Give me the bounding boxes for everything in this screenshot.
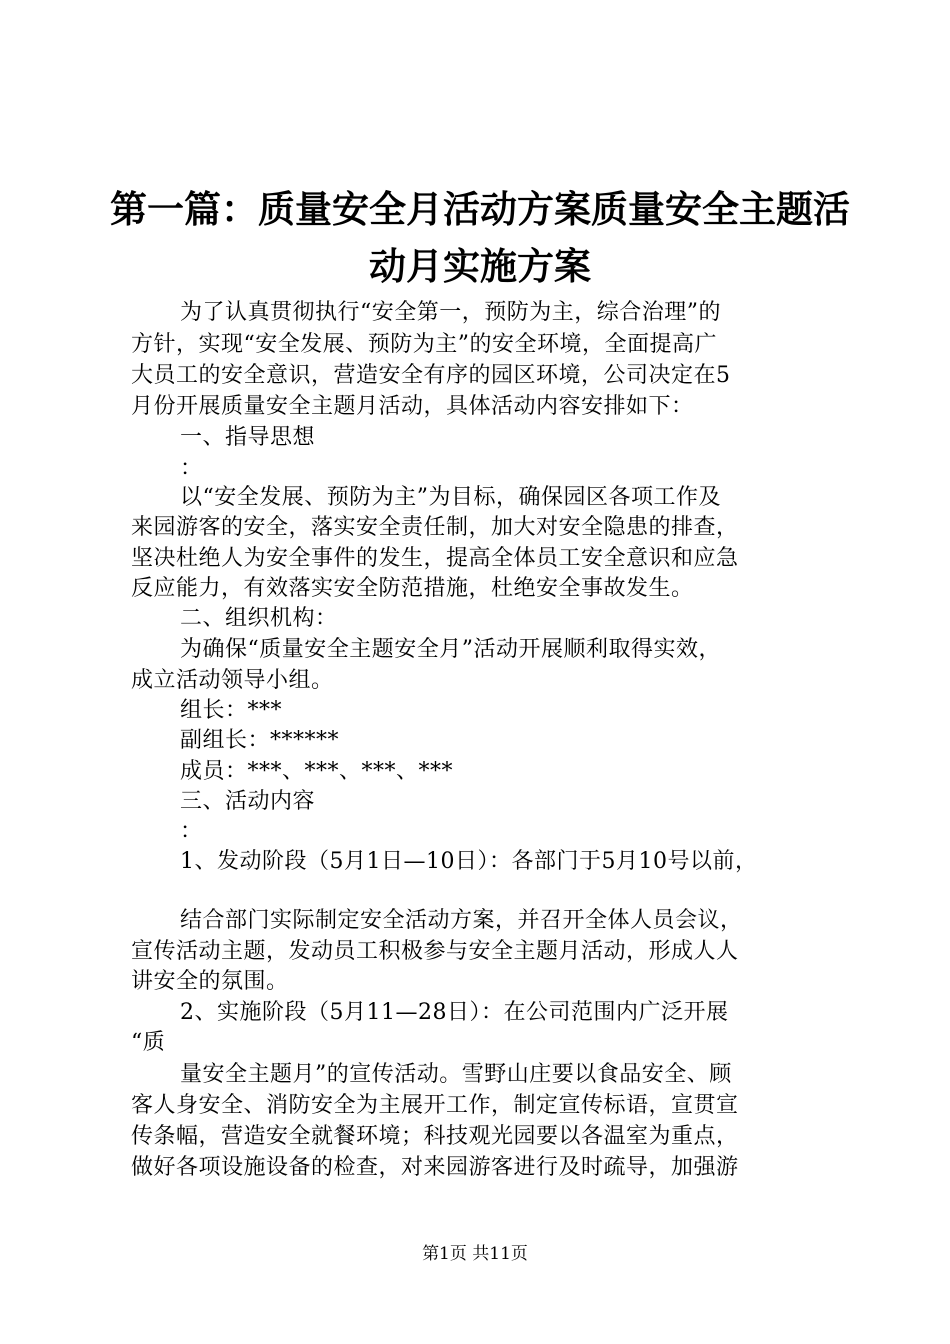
body-line: 副组长：****** <box>180 728 340 753</box>
body-line: 量安全主题月”的宣传活动。雪野山庄要以食品安全、顾 <box>180 1062 732 1087</box>
body-line: 做好各项设施设备的检查，对来园游客进行及时疏导，加强游 <box>131 1155 739 1180</box>
section-heading: 三、活动内容 <box>180 789 316 814</box>
body-line: 传条幅，营造安全就餐环境；科技观光园要以各温室为重点， <box>131 1124 739 1149</box>
body-line: ： <box>180 456 203 481</box>
section-heading: 二、组织机构： <box>180 606 338 631</box>
body-line: 为了认真贯彻执行“安全第一，预防为主，综合治理”的 <box>180 300 721 325</box>
body-line: 反应能力，有效落实安全防范措施，杜绝安全事故发生。 <box>131 576 694 601</box>
document-title-line-1: 第一篇：质量安全月活动方案质量安全主题活 <box>110 188 850 231</box>
body-line: 为确保“质量安全主题安全月”活动开展顺利取得实效， <box>180 637 721 662</box>
body-line: ： <box>180 819 203 844</box>
page-footer: 第1页 共11页 <box>422 1244 528 1264</box>
body-line: 大员工的安全意识，营造安全有序的园区环境，公司决定在5 <box>131 363 731 388</box>
body-line: 2、实施阶段（5月11—28日）：在公司范围内广泛开展 <box>180 1000 729 1025</box>
body-line: “质 <box>131 1030 166 1055</box>
body-line: 月份开展质量安全主题月活动，具体活动内容安排如下： <box>131 394 694 419</box>
body-line: 讲安全的氛围。 <box>131 969 289 994</box>
body-line: 客人身安全、消防安全为主展开工作，制定宣传标语，宣贯宣 <box>131 1093 739 1118</box>
body-line: 1、发动阶段（5月1日—10日）：各部门于5月10号以前， <box>180 849 758 874</box>
section-heading: 一、指导思想 <box>180 425 316 450</box>
body-line: 坚决杜绝人为安全事件的发生，提高全体员工安全意识和应急 <box>131 546 739 571</box>
body-line: 以“安全发展、预防为主”为目标，确保园区各项工作及 <box>180 485 721 510</box>
body-line: 结合部门实际制定安全活动方案，并召开全体人员会议， <box>180 908 743 933</box>
body-line: 组长：*** <box>180 698 283 723</box>
body-line: 成立活动领导小组。 <box>131 668 334 693</box>
body-line: 宣传活动主题，发动员工积极参与安全主题月活动，形成人人 <box>131 939 739 964</box>
body-line: 来园游客的安全，落实安全责任制，加大对安全隐患的排查， <box>131 515 739 540</box>
body-line: 成员：***、***、***、*** <box>180 759 454 784</box>
document-title-line-2: 动月实施方案 <box>369 245 591 288</box>
body-line: 方针，实现“安全发展、预防为主”的安全环境，全面提高广 <box>131 332 717 357</box>
